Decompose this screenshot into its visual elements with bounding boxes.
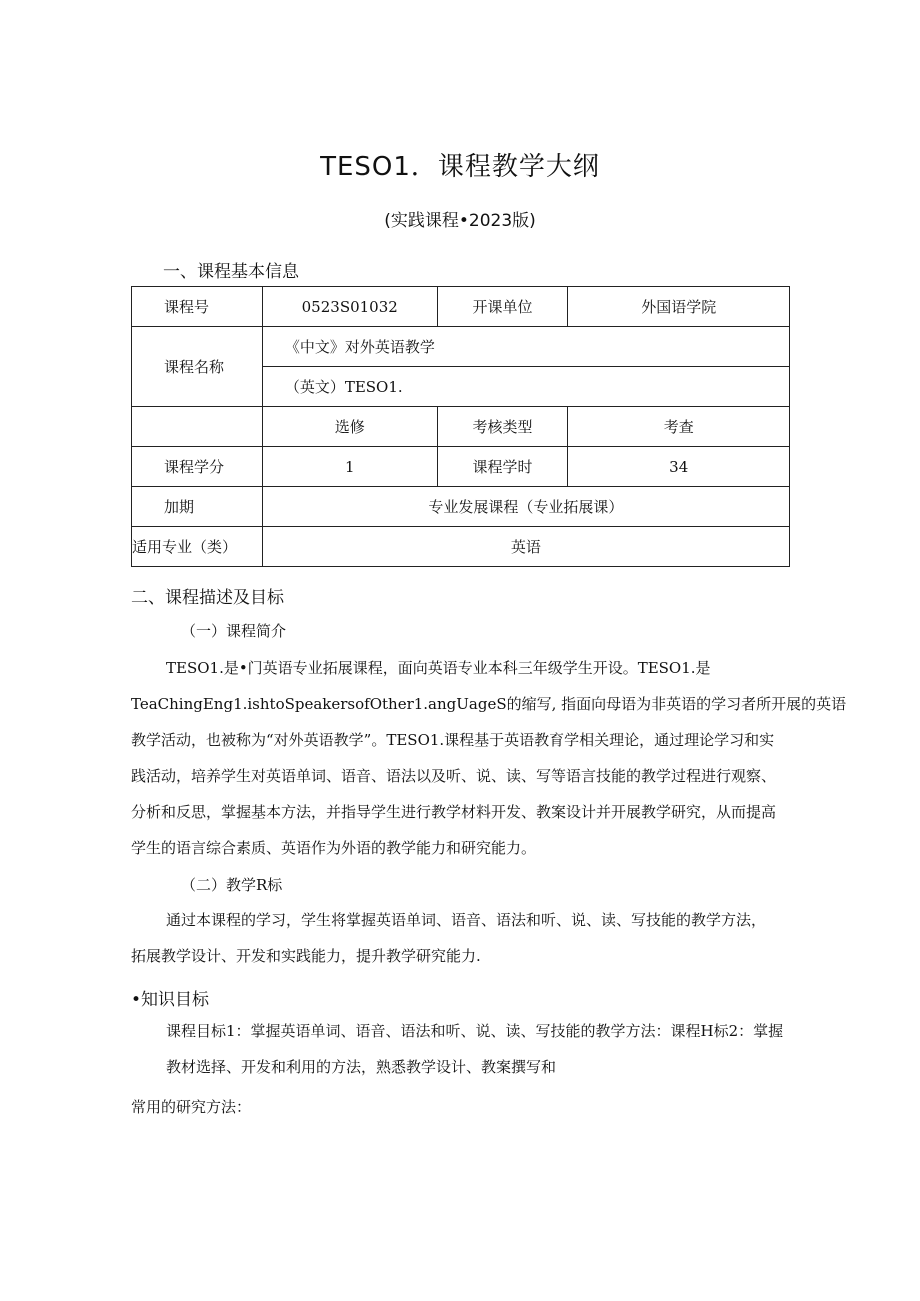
course-info-table (131, 286, 790, 567)
course-name-cn: 《中文》对外英语教学 (262, 327, 789, 367)
course-number-value: 0523S01032 (262, 287, 437, 327)
category-label: 加期 (132, 487, 263, 527)
department-label: 开课单位 (437, 287, 568, 327)
goal-line: 拓展教学设计、开发和实践能力，提升教学研究能力. (131, 947, 481, 965)
hours-value: 34 (568, 447, 790, 487)
hours-label: 课程学时 (437, 447, 568, 487)
intro-line: TeaChingEng1.ishtoSpeakersofOther1.angUageS的缩写, 指面向母语为非英语的学习者所开展的英语 (131, 695, 847, 713)
document-title: TESO1．课程教学大纲 (320, 152, 600, 182)
subheading-intro: （一）课程简介 (181, 622, 287, 640)
table-row (132, 487, 790, 527)
table-row (132, 527, 790, 567)
major-label: 适用专业（类） (132, 527, 263, 567)
credits-value: 1 (262, 447, 437, 487)
goal-line: 通过本课程的学习，学生将掌握英语单词、语音、语法和听、说、读、写技能的教学方法， (166, 911, 767, 929)
assessment-type-label: 考核类型 (437, 407, 568, 447)
table-row (132, 287, 790, 327)
assessment-type-value: 考查 (568, 407, 790, 447)
course-name-en: （英文）TESO1. (262, 367, 789, 407)
course-type-label (132, 407, 263, 447)
course-number-label: 课程号 (132, 287, 263, 327)
knowledge-goals-heading: •知识目标 (131, 990, 210, 1010)
course-type-value: 选修 (262, 407, 437, 447)
intro-line: 学生的语言综合素质、英语作为外语的教学能力和研究能力。 (131, 839, 537, 857)
intro-line: 践活动，培养学生对英语单词、语音、语法以及听、说、读、写等语言技能的教学过程进行观察、 (131, 767, 777, 785)
knowledge-line: 课程目标1：掌握英语单词、语音、语法和听、说、读、写技能的教学方法：课程H标2：掌握 (166, 1022, 784, 1040)
section-heading-basic-info: 一、课程基本信息 (163, 262, 299, 282)
table-row (132, 327, 790, 367)
department-value: 外国语学院 (568, 287, 790, 327)
table-row (132, 407, 790, 447)
category-value: 专业发展课程（专业拓展课） (262, 487, 789, 527)
intro-line: TESO1.是•门英语专业拓展课程，面向英语专业本科三年级学生开设。TESO1.是 (166, 659, 711, 677)
knowledge-line: 常用的研究方法： (131, 1098, 252, 1116)
table-row (132, 447, 790, 487)
section-heading-description: 二、课程描述及目标 (131, 588, 284, 608)
major-value: 英语 (262, 527, 789, 567)
knowledge-line: 教材选择、开发和利用的方法，熟悉教学设计、教案撰写和 (166, 1058, 557, 1076)
intro-line: 教学活动，也被称为“对外英语教学”。TESO1.课程基于英语教育学相关理论，通过理论学习和实 (131, 731, 775, 749)
intro-line: 分析和反思，掌握基本方法，并指导学生进行教学材料开发、教案设计并开展教学研究，从而提高 (131, 803, 777, 821)
course-name-label: 课程名称 (132, 327, 263, 407)
credits-label: 课程学分 (132, 447, 263, 487)
subheading-goals: （二）教学R标 (181, 876, 283, 894)
document-subtitle: (实践课程•2023版) (384, 211, 536, 231)
